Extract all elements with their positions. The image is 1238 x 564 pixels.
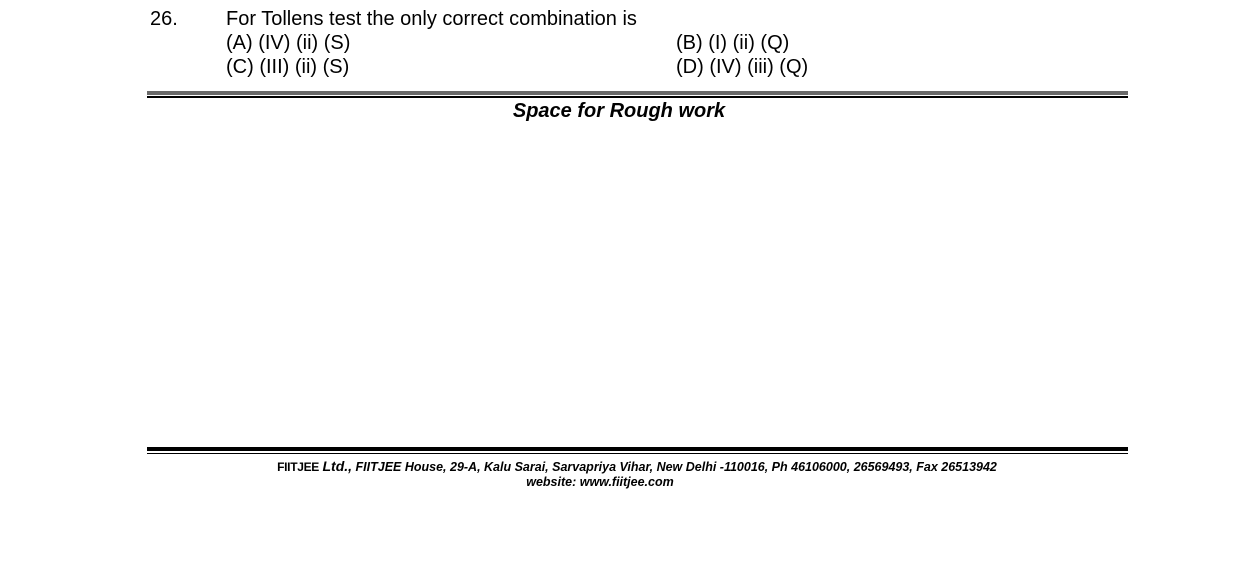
option-a: (A) (IV) (ii) (S) xyxy=(226,32,351,54)
option-c: (C) (III) (ii) (S) xyxy=(226,56,350,78)
rough-work-divider-thick xyxy=(147,91,1128,95)
question-number: 26. xyxy=(150,8,178,30)
footer-brand: FIITJEE xyxy=(277,460,320,474)
rough-work-divider-thin xyxy=(147,96,1128,98)
footer-address-line xyxy=(0,458,1238,475)
rough-work-title: Space for Rough work xyxy=(512,100,726,122)
footer-website: website: www.fiitjee.com xyxy=(526,475,674,489)
footer-divider-thick xyxy=(147,447,1128,451)
option-b: (B) (I) (ii) (Q) xyxy=(676,32,790,54)
footer-divider-thin xyxy=(147,453,1128,454)
question-text: For Tollens test the only correct combination is xyxy=(226,8,637,30)
footer-ltd: Ltd., xyxy=(322,458,353,474)
footer-address: FIITJEE House, 29-A, Kalu Sarai, Sarvapriya Vihar, New Delhi -110016, Ph 46106000, 26569493, Fax 26513942 xyxy=(355,460,997,474)
option-d: (D) (IV) (iii) (Q) xyxy=(676,56,809,78)
